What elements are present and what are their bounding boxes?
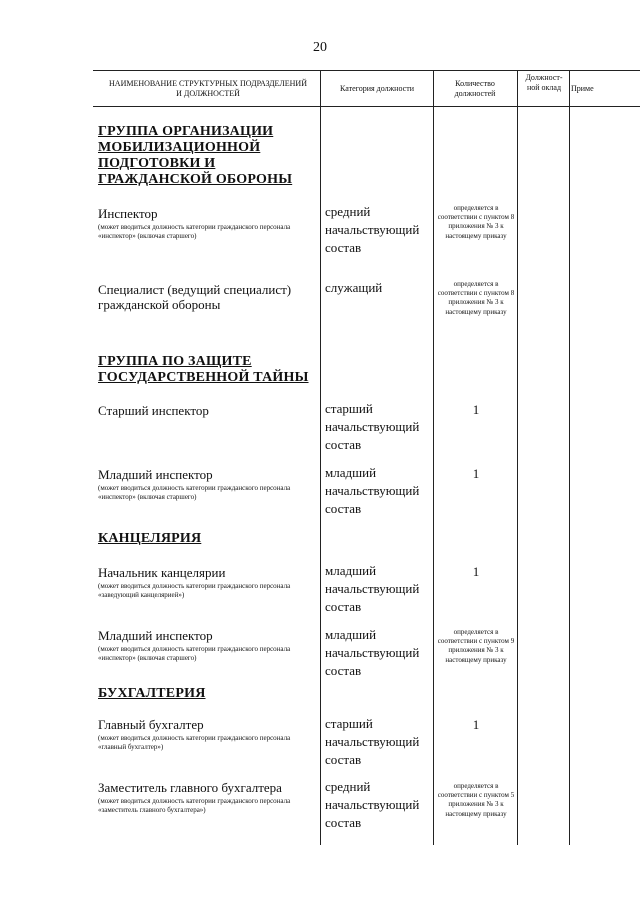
- col-divider-4: [569, 70, 570, 845]
- position-title: Младший инспектор: [98, 467, 213, 482]
- position-title: Инспектор: [98, 206, 158, 221]
- position-note: (может вводиться должность категории гражданского персонала «инспектор» (включая старшего): [98, 645, 291, 662]
- header-bottom-rule: [93, 106, 640, 107]
- position-count-note: определяется в соответствии с пунктом 5 приложения № 3 к настоящему приказу: [437, 782, 515, 818]
- group-heading-mobilization: ГРУППА ОРГАНИЗАЦИИ МОБИЛИЗАЦИОННОЙ ПОДГОТОВКИ И ГРАЖДАНСКОЙ ОБОРОНЫ: [98, 124, 293, 187]
- position-row: [98, 628, 316, 663]
- position-note: (может вводиться должность категории гражданского персонала «заместитель главного бухгалтера»): [98, 797, 291, 814]
- col-divider-3: [517, 70, 518, 845]
- position-category: старший начальствующий состав: [325, 401, 420, 452]
- position-title: Младший инспектор: [98, 628, 213, 643]
- position-row: [98, 780, 316, 815]
- position-title: Специалист (ведущий специалист) гражданской обороны: [98, 282, 292, 312]
- header-notes: Приме: [571, 84, 594, 93]
- header-count: Количество должностей: [454, 79, 496, 98]
- position-count: 1: [472, 402, 480, 417]
- position-count-note: определяется в соответствии с пунктом 8 приложения № 3 к настоящему приказу: [437, 280, 515, 316]
- group-heading-accounting: БУХГАЛТЕРИЯ: [98, 686, 206, 701]
- position-row: [98, 717, 316, 752]
- header-category: Категория должности: [340, 84, 414, 93]
- position-category: младший начальствующий состав: [325, 465, 420, 516]
- position-row: [98, 467, 316, 502]
- position-note: (может вводиться должность категории гражданского персонала «заведующий канцелярией»): [98, 582, 291, 599]
- position-category: служащий: [325, 280, 383, 295]
- position-count: 1: [472, 466, 480, 481]
- position-count: 1: [472, 564, 480, 579]
- position-title: Заместитель главного бухгалтера: [98, 780, 282, 795]
- position-category: младший начальствующий состав: [325, 563, 420, 614]
- position-count-note: определяется в соответствии с пунктом 9 приложения № 3 к настоящему приказу: [437, 628, 515, 664]
- position-category: младший начальствующий состав: [325, 627, 420, 678]
- header-top-rule: [93, 70, 640, 71]
- group-heading-office: КАНЦЕЛЯРИЯ: [98, 531, 202, 546]
- position-row: [98, 282, 316, 312]
- position-count: 1: [472, 717, 480, 732]
- col-divider-1: [320, 70, 321, 845]
- page-number: 20: [313, 40, 327, 55]
- position-note: (может вводиться должность категории гражданского персонала «главный бухгалтер»): [98, 734, 291, 751]
- position-category: средний начальствующий состав: [325, 204, 420, 255]
- position-note: (может вводиться должность категории гражданского персонала «инспектор» (включая старшего): [98, 223, 291, 240]
- position-title: Старший инспектор: [98, 403, 209, 418]
- position-count-note: определяется в соответствии с пунктом 8 приложения № 3 к настоящему приказу: [437, 204, 515, 240]
- position-category: средний начальствующий состав: [325, 779, 420, 830]
- position-category: старший начальствующий состав: [325, 716, 420, 767]
- position-title: Начальник канцелярии: [98, 565, 226, 580]
- position-row: [98, 565, 316, 600]
- position-note: (может вводиться должность категории гражданского персонала «инспектор» (включая старшего): [98, 484, 291, 501]
- position-row: [98, 403, 316, 418]
- col-divider-2: [433, 70, 434, 845]
- position-row: [98, 206, 316, 241]
- header-structure: НАИМЕНОВАНИЕ СТРУКТУРНЫХ ПОДРАЗДЕЛЕНИЙ И ДОЛЖНОСТЕЙ: [109, 79, 307, 98]
- position-title: Главный бухгалтер: [98, 717, 204, 732]
- header-salary: Должност-ной оклад: [525, 73, 563, 92]
- group-heading-state-secret: ГРУППА ПО ЗАЩИТЕ ГОСУДАРСТВЕННОЙ ТАЙНЫ: [98, 354, 309, 385]
